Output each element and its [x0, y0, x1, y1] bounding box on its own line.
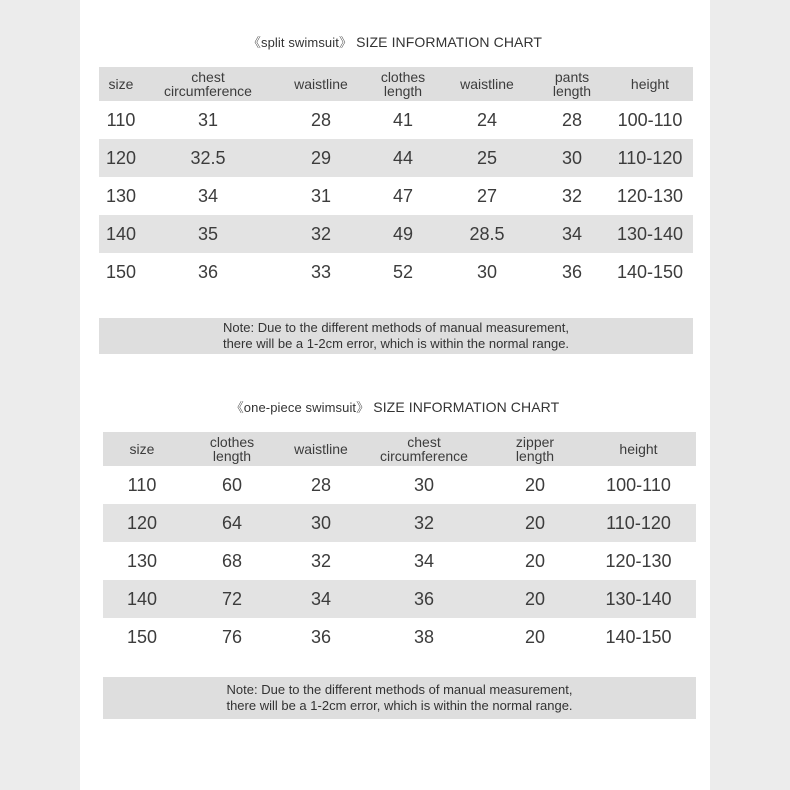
split-header-text: clothes [380, 69, 426, 85]
table-cell: 72 [181, 580, 283, 618]
table-cell: 32 [359, 504, 489, 542]
split-title-suffix: SIZE INFORMATION CHART [356, 34, 543, 50]
split-header-cell [369, 67, 437, 101]
table-row [99, 177, 693, 215]
table-cell: 34 [283, 580, 359, 618]
table-cell: 20 [524, 626, 546, 647]
table-cell: 140 [103, 580, 181, 618]
onepiece-header-cell [489, 432, 581, 466]
table-row [99, 139, 693, 177]
table-cell: 41 [392, 109, 414, 130]
table-cell: 32 [273, 215, 369, 253]
table-cell: 60 [221, 474, 243, 495]
table-cell: 28 [310, 109, 332, 130]
table-cell: 34 [197, 185, 219, 206]
onepiece-header-text: height [619, 441, 658, 457]
table-cell: 49 [369, 215, 437, 253]
split-header-text: chest [191, 69, 225, 85]
table-cell: 20 [489, 580, 581, 618]
split-note [99, 318, 693, 354]
table-cell: 27 [476, 185, 498, 206]
split-note-line-1: Note: Due to the different methods of manual measurement, [223, 320, 569, 335]
split-note-line-2: there will be a 1-2cm error, which is within the normal range. [222, 336, 570, 351]
table-cell: 30 [283, 504, 359, 542]
onepiece-chart-title [0, 397, 790, 416]
table-cell: 130-140 [581, 580, 696, 618]
table-cell: 28 [561, 109, 583, 130]
table-cell: 20 [489, 504, 581, 542]
onepiece-header-text: circumference [380, 448, 468, 464]
table-cell: 130 [126, 550, 158, 571]
table-cell: 34 [413, 550, 435, 571]
table-cell: 28.5 [437, 215, 537, 253]
split-header-text: pants [554, 69, 590, 85]
table-cell: 150 [105, 261, 137, 282]
onepiece-header-cell [181, 432, 283, 466]
table-cell: 38 [413, 626, 435, 647]
onepiece-header-text: clothes [209, 434, 255, 450]
table-cell: 20 [524, 550, 546, 571]
table-cell: 32 [310, 550, 332, 571]
onepiece-header-cell [359, 432, 489, 466]
table-cell: 110 [106, 109, 136, 130]
table-cell: 130-140 [607, 215, 693, 253]
table-row [103, 580, 696, 618]
table-cell: 76 [221, 626, 243, 647]
table-row [103, 504, 696, 542]
table-cell: 68 [221, 550, 243, 571]
table-cell: 36 [359, 580, 489, 618]
table-cell: 120 [103, 504, 181, 542]
table-row [99, 101, 693, 139]
table-cell: 120 [99, 139, 143, 177]
table-cell: 31 [197, 109, 219, 130]
onepiece-size-table [103, 432, 696, 656]
split-header-text: height [630, 76, 670, 92]
split-header-text: waistline [460, 76, 514, 92]
split-header-cell [607, 67, 693, 101]
table-cell: 29 [273, 139, 369, 177]
table-cell: 44 [369, 139, 437, 177]
table-cell: 140-150 [616, 261, 684, 282]
split-header-cell [99, 67, 143, 101]
table-cell: 28 [310, 474, 332, 495]
table-cell: 31 [310, 185, 332, 206]
table-cell: 110-120 [607, 139, 693, 177]
table-cell: 140 [99, 215, 143, 253]
split-header-text: length [383, 83, 423, 99]
table-cell: 36 [561, 261, 583, 282]
table-cell: 110 [127, 474, 157, 495]
onepiece-header-text: length [515, 448, 555, 464]
table-cell: 130 [105, 185, 137, 206]
table-cell: 32.5 [143, 139, 273, 177]
table-cell: 52 [392, 261, 414, 282]
onepiece-note [103, 677, 696, 719]
table-cell: 36 [310, 626, 332, 647]
table-cell: 36 [197, 261, 219, 282]
onepiece-note-line-1: Note: Due to the different methods of manual measurement, [226, 682, 573, 697]
table-row [99, 253, 693, 291]
table-cell: 25 [437, 139, 537, 177]
table-cell: 30 [413, 474, 435, 495]
split-chart-title [0, 32, 790, 51]
split-header-text: waistline [294, 76, 348, 92]
onepiece-header-row [103, 432, 696, 466]
table-cell: 150 [126, 626, 158, 647]
table-row [103, 466, 696, 504]
split-header-cell [273, 67, 369, 101]
table-row [99, 215, 693, 253]
table-cell: 33 [310, 261, 332, 282]
split-header-text: circumference [164, 83, 252, 99]
onepiece-title-prefix: 《one-piece swimsuit》 [230, 400, 370, 415]
split-header-cell [437, 67, 537, 101]
table-cell: 120-130 [616, 185, 684, 206]
table-cell: 64 [181, 504, 283, 542]
table-cell: 20 [524, 474, 546, 495]
split-header-cell [537, 67, 607, 101]
onepiece-header-text: size [129, 441, 155, 457]
table-cell: 30 [537, 139, 607, 177]
table-cell: 100-110 [606, 474, 671, 495]
onepiece-header-text: chest [407, 434, 441, 450]
onepiece-header-text: zipper [515, 434, 555, 450]
split-header-text: size [108, 76, 134, 92]
split-header-row [99, 67, 693, 101]
table-cell: 100-110 [617, 109, 683, 130]
split-size-table [99, 67, 693, 291]
table-cell: 34 [537, 215, 607, 253]
onepiece-header-text: length [212, 448, 252, 464]
table-cell: 47 [392, 185, 414, 206]
table-cell: 35 [143, 215, 273, 253]
table-cell: 24 [476, 109, 498, 130]
split-header-text: length [552, 83, 592, 99]
onepiece-header-cell [283, 432, 359, 466]
onepiece-header-cell [103, 432, 181, 466]
table-row [103, 542, 696, 580]
onepiece-note-line-2: there will be a 1-2cm error, which is within the normal range. [226, 698, 573, 713]
onepiece-header-text: waistline [294, 441, 348, 457]
table-cell: 140-150 [605, 626, 672, 647]
table-cell: 32 [561, 185, 583, 206]
table-cell: 120-130 [605, 550, 672, 571]
onepiece-header-cell [581, 432, 696, 466]
split-title-prefix: 《split swimsuit》 [247, 35, 353, 50]
table-row [103, 618, 696, 656]
split-header-cell [143, 67, 273, 101]
onepiece-title-suffix: SIZE INFORMATION CHART [373, 399, 560, 415]
table-cell: 30 [476, 261, 498, 282]
table-cell: 110-120 [581, 504, 696, 542]
